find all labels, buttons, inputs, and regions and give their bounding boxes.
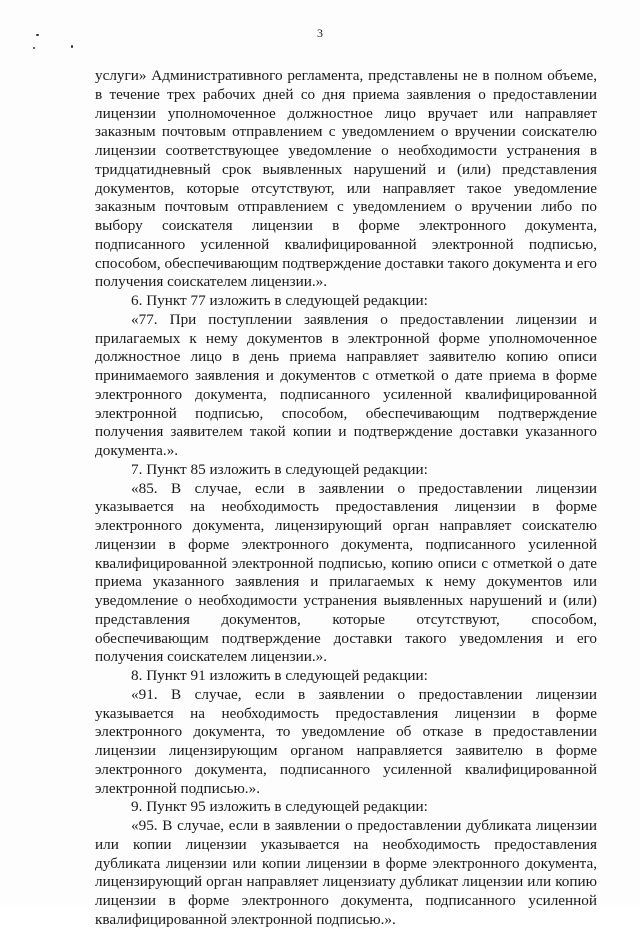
document-body [95, 67, 597, 930]
paragraph-item-6-heading: 6. Пункт 77 изложить в следующей редакции: [131, 292, 428, 309]
scan-speck [71, 45, 73, 48]
paragraph-item-7-body: «85. В случае, если в заявлении о предоставлении лицензии указывается на необходимость предоставления лицензии в форме электронного документа, лицензирующий орган направляет соискателю лицензии в форме электронного документа, подписанного усиленной квалифицированной электронной подписью, копию описи с отметкой о дате приема указанного заявления и прилагаемых к нему документов или уведомление о необходимости устранения выявленных нарушений и (или) представления документов, которые отсутствуют, способом, обеспечивающим подтверждение доставки такого уведомления и его получения соискателем лицензии.». [95, 479, 597, 666]
paragraph-item-9-body: «95. В случае, если в заявлении о предоставлении дубликата лицензии или копии лицензии указывается на необходимость предоставления дубликата лицензии или копии лицензии в форме электронного документа, лицензирующий орган направляет лицензиату дубликат лицензии или копию лицензии в форме электронного документа, подписанного усиленной квалифицированной электронной подписью.». [95, 817, 597, 928]
paragraph-item-9-heading: 9. Пункт 95 изложить в следующей редакции: [131, 798, 428, 816]
scan-speck [33, 47, 35, 49]
paragraph-item-8-heading: 8. Пункт 91 изложить в следующей редакции: [131, 667, 428, 684]
page-number: 3 [317, 26, 323, 40]
paragraph-continuation: услуги» Административного регламента, представлены не в полном объеме, в течение трех рабочих дней со дня приема заявления о предоставлении лицензии уполномоченное должностное лицо вручает или направляет заказным почтовым отправлением с уведомлением о вручении соискателю лицензии соответствующее уведомление о необходимости устранения в тридцатидневный срок выявленных нарушений и (или) представления документов, которые отсутствуют, или направляет такое уведомление заказным почтовым отправлением с уведомлением о вручении либо по выбору соискателя лицензии в форме электронного документа, подписанного усиленной квалифицированной электронной подписью, способом, обеспечивающим подтверждение доставки такого документа и его получения соискателем лицензии.». [95, 67, 597, 291]
paragraph-item-6-body: «77. При поступлении заявления о предоставлении лицензии и прилагаемых к нему документов в электронной форме уполномоченное должностное лицо в день приема направляет заявителю копию описи принимаемого заявления и документов с отметкой о дате приема в форме электронного документа, подписанного усиленной квалифицированной электронной подписью, способом, обеспечивающим подтверждение получения заявителем такой копии и подтверждение доставки указанного документа.». [95, 310, 597, 459]
paragraph-item-7-heading: 7. Пункт 85 изложить в следующей редакции: [131, 460, 428, 478]
paragraph-item-8-body: «91. В случае, если в заявлении о предоставлении лицензии указывается на необходимость предоставления лицензии в форме электронного документа, то уведомление об отказе в предоставлении лицензии лицензирующим органом направляется заявителю в форме электронного документа, подписанного усиленной квалифицированной электронной подписью.». [95, 685, 597, 797]
